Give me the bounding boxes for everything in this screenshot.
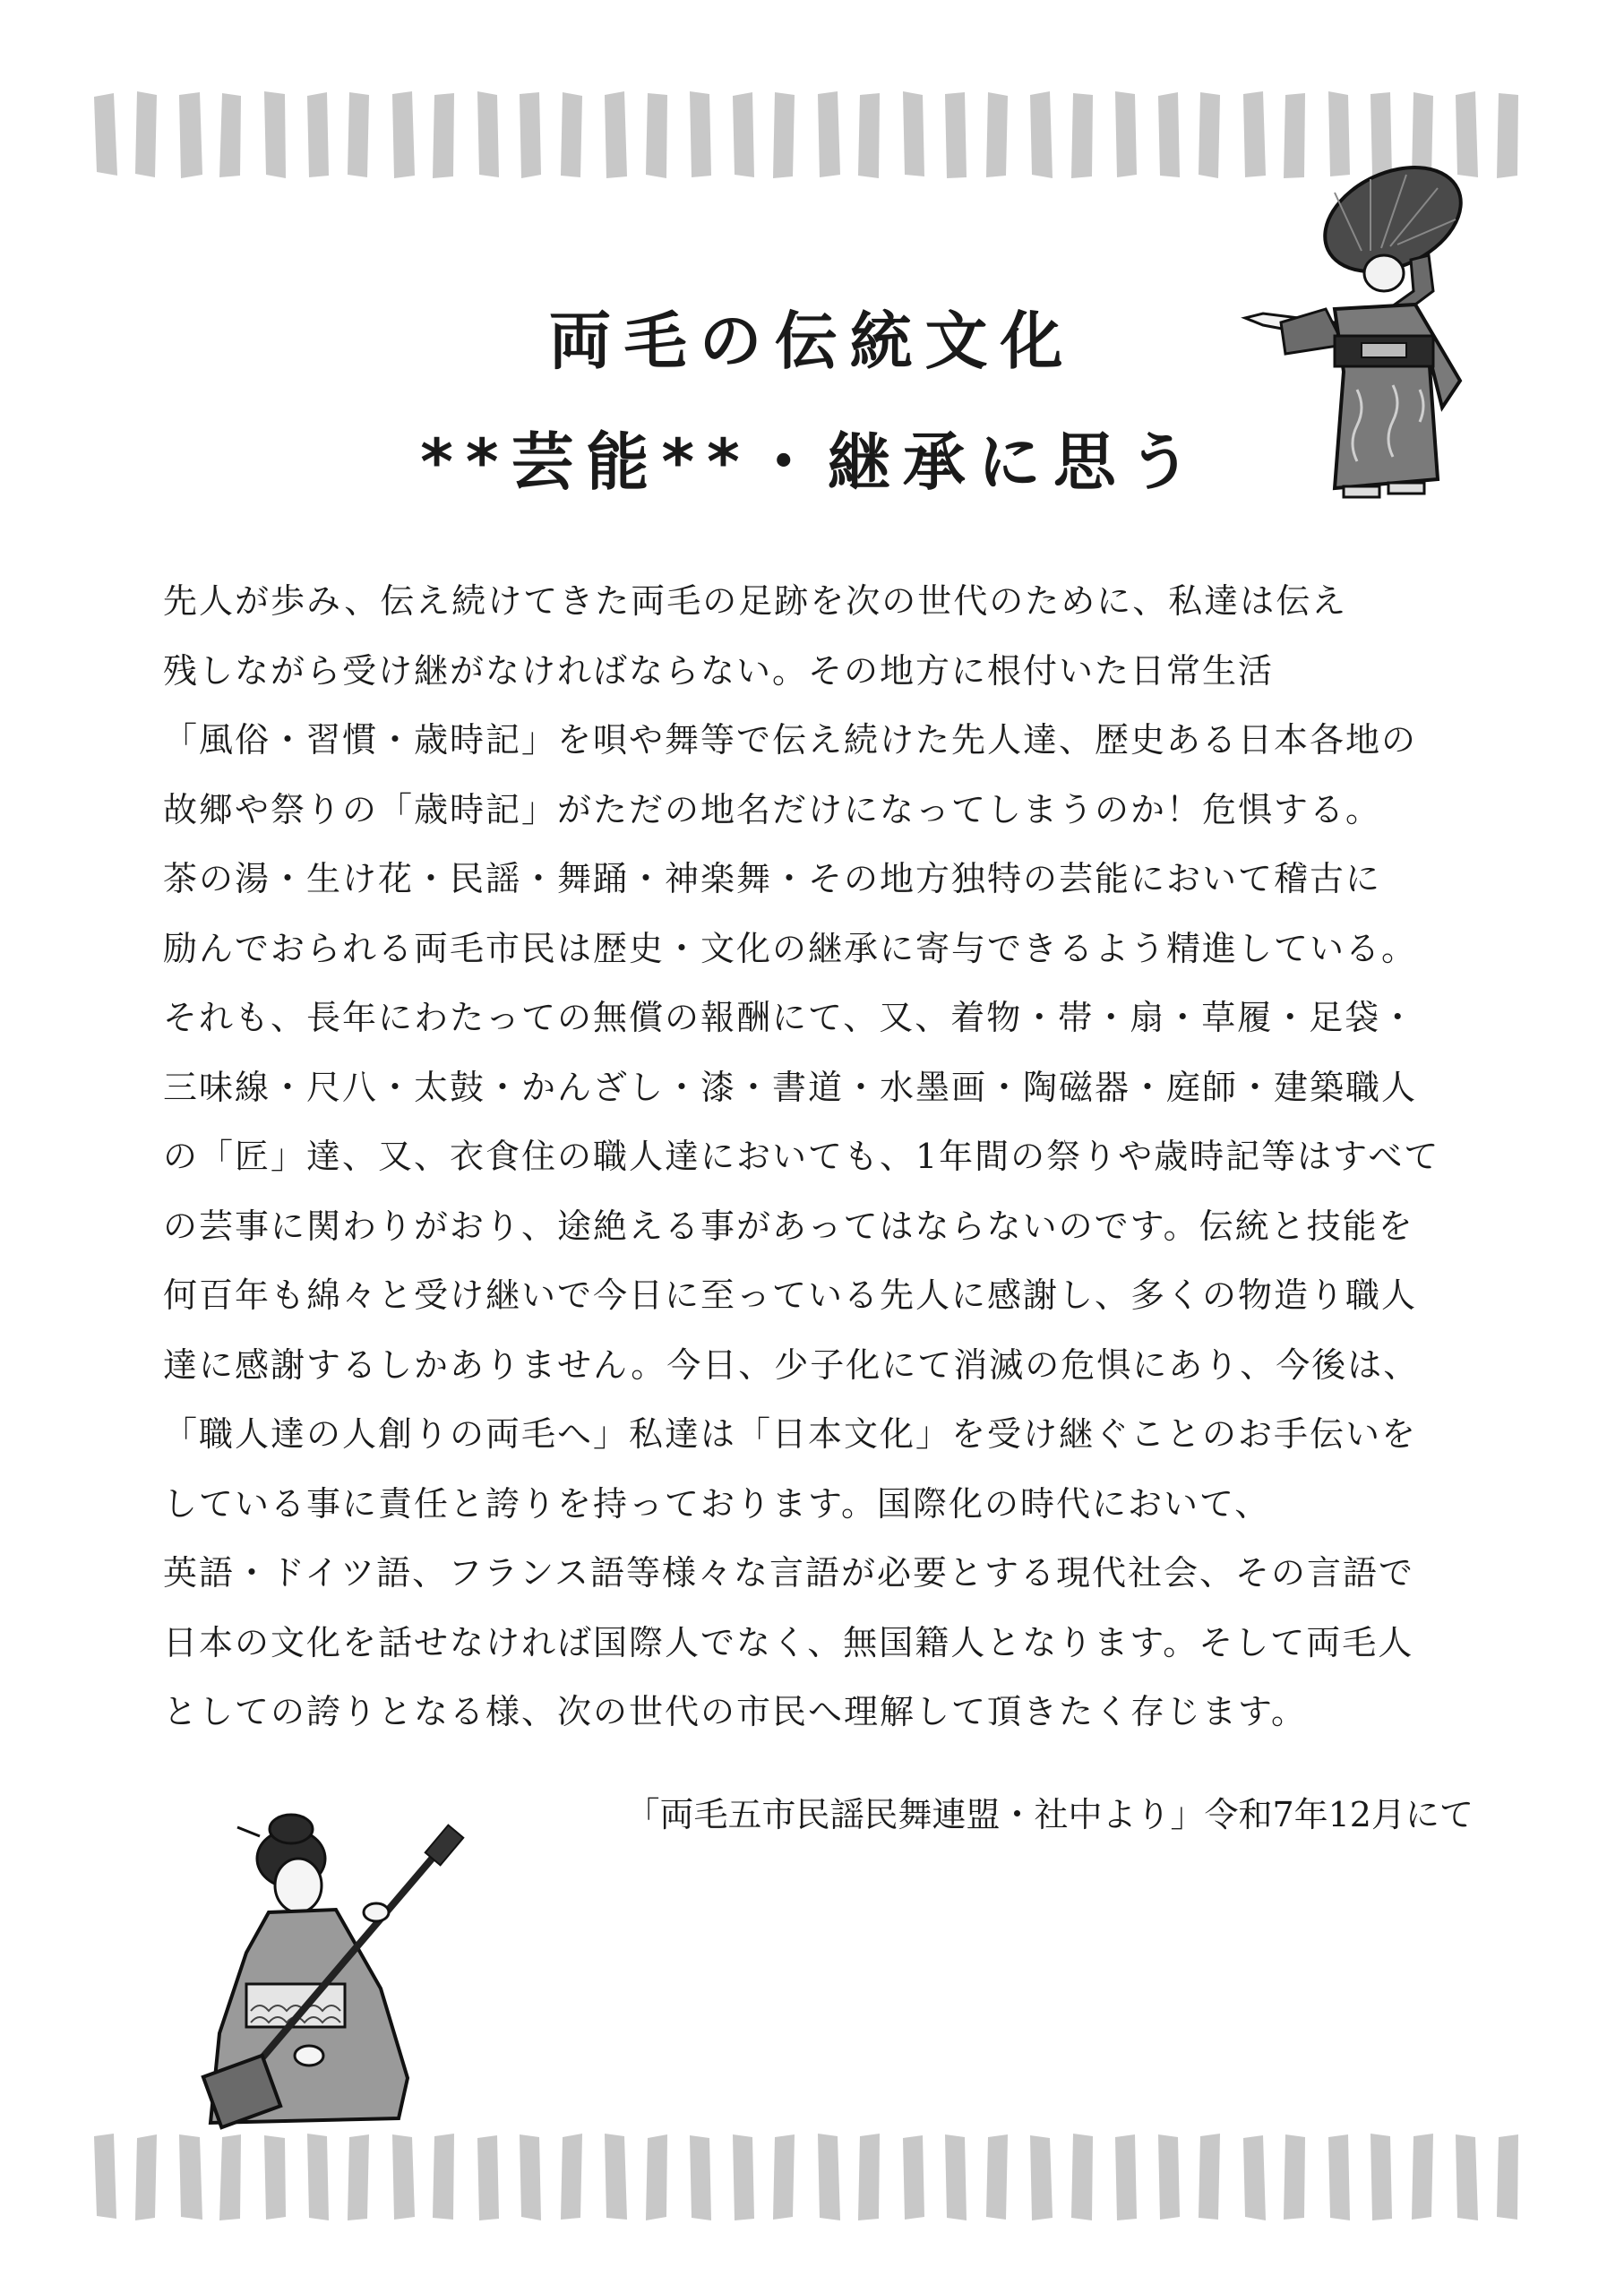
body-line: 励んでおられる両毛市民は歴史・文化の継承に寄与できるよう精進している。 bbox=[163, 928, 1418, 968]
body-line: 残しながら受け継がなければならない。その地方に根付いた日常生活 bbox=[163, 650, 1275, 691]
body-line: 故郷や祭りの「歳時記」がただの地名だけになってしまうのか！危惧する。 bbox=[163, 789, 1382, 829]
shamisen-player-illustration bbox=[184, 1809, 506, 2141]
body-line: 「風俗・習慣・歳時記」を唄や舞等で伝え続けた先人達、歴史ある日本各地の bbox=[163, 720, 1418, 760]
signature-line: 「両毛五市民謡民舞連盟・社中より」令和7年12月にて bbox=[625, 1795, 1474, 1834]
body-line: 達に感謝するしかありません。今日、少子化にて消滅の危惧にあり、今後は、 bbox=[163, 1344, 1420, 1385]
body-line: 三味線・尺八・太鼓・かんざし・漆・書道・水墨画・陶磁器・庭師・建築職人 bbox=[163, 1067, 1418, 1107]
kimono-dancer-illustration bbox=[1227, 148, 1514, 524]
body-line: 「職人達の人創りの両毛へ」私達は「日本文化」を受け継ぐことのお手伝いを bbox=[163, 1414, 1418, 1454]
body-text bbox=[163, 567, 1471, 1748]
body-line: の芸事に関わりがおり、途絶える事があってはならないのです。伝統と技能を bbox=[163, 1206, 1414, 1246]
body-line: 先人が歩み、伝え続けてきた両毛の足跡を次の世代のために、私達は伝え bbox=[163, 581, 1348, 621]
body-line: の「匠」達、又、衣食住の職人達においても、1年間の祭りや歳時記等はすべて bbox=[163, 1137, 1440, 1176]
page-title: 両毛の伝統文化 bbox=[548, 305, 1076, 378]
body-line: 茶の湯・生け花・民謡・舞踊・神楽舞・その地方独特の芸能において稽古に bbox=[163, 859, 1382, 898]
body-line: 英語・ドイツ語、フランス語等様々な言語が必要とする現代社会、その言語で bbox=[163, 1553, 1414, 1593]
bottom-stripe-border bbox=[94, 2132, 1532, 2221]
body-line: 日本の文化を話せなければ国際人でなく、無国籍人となります。そして両毛人 bbox=[163, 1622, 1414, 1662]
body-line: している事に責任と誇りを持っております。国際化の時代において、 bbox=[163, 1483, 1271, 1524]
page-subtitle: **芸能**・継承に思う bbox=[420, 425, 1204, 499]
body-line: としての誇りとなる様、次の世代の市民へ理解して頂きたく存じます。 bbox=[163, 1692, 1307, 1731]
body-line: それも、長年にわたっての無償の報酬にて、又、着物・帯・扇・草履・足袋・ bbox=[163, 998, 1417, 1037]
body-line: 何百年も綿々と受け継いで今日に至っている先人に感謝し、多くの物造り職人 bbox=[163, 1275, 1418, 1315]
